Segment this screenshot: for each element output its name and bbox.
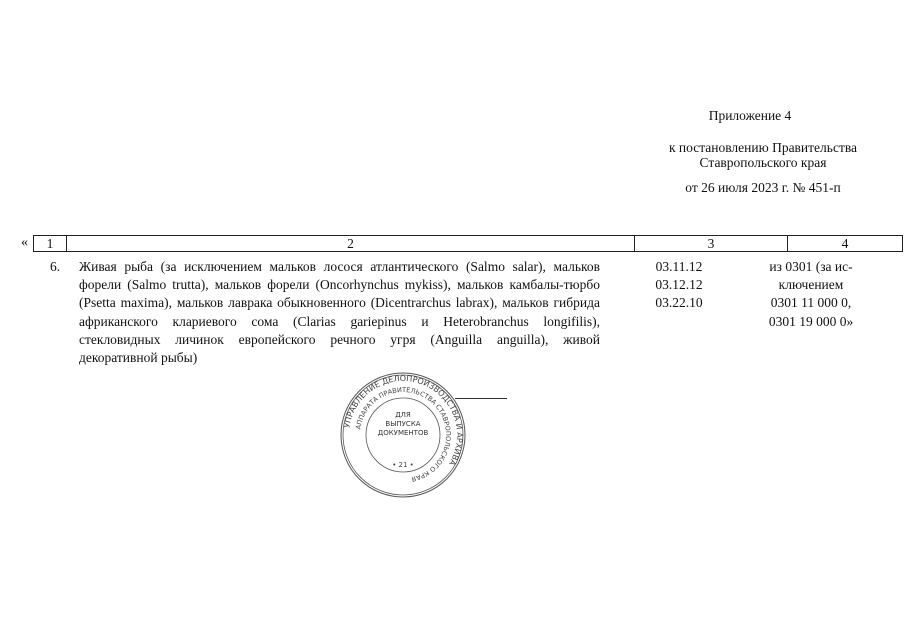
tn-ved-line: 0301 11 000 0, <box>770 295 852 311</box>
seal-center-line3: ДОКУМЕНТОВ <box>377 429 429 437</box>
seal-outer-text: УПРАВЛЕНИЕ ДЕЛОПРОИЗВОДСТВА И АРХИВА <box>342 373 465 467</box>
column-header-4: 4 <box>788 236 903 252</box>
appendix-reference-line1: к постановлению Правительства <box>668 140 858 155</box>
official-seal <box>338 370 468 500</box>
seal-inner-text: АППАРАТА ПРАВИТЕЛЬСТВА СТАВРОПОЛЬСКОГО КРАЯ <box>354 385 453 484</box>
seal-center-line1: ДЛЯ <box>395 411 411 419</box>
tn-ved-line: ключением <box>778 277 844 293</box>
column-header-3: 3 <box>635 236 788 252</box>
appendix-date: от 26 июля 2023 г. № 451-п <box>685 180 841 195</box>
seal-number: • 21 • <box>392 461 414 469</box>
appendix-reference-line2: Ставропольского края <box>699 155 827 170</box>
tn-ved-line: 0301 19 000 0» <box>768 313 854 329</box>
column-header-1: 1 <box>34 236 67 252</box>
open-quote: « <box>21 235 28 250</box>
seal-center-line2: ВЫПУСКА <box>385 420 421 428</box>
appendix-title: Приложение 4 <box>708 108 792 123</box>
okpd-code: 03.11.12 <box>655 259 703 274</box>
okpd-code: 03.22.10 <box>655 295 703 311</box>
okpd-codes <box>636 258 722 313</box>
row-description: Живая рыба (за исключением мальков лосося атлантического (Salmo salar), мальков форели (Salmo trutta), мальков форели (Oncorhynchus mykiss), мальков камбалы-тюрбо (Psetta maxima), мальков лаврака обыкновенного (Dicentrarchus labrax), мальков гибрида африканского клариевого сома (Clarias gariepinus и Heterobranchus longifilis), стекловидных личинок европейского речного угря (Anguilla anguilla), живой декоративной рыбы) <box>79 259 600 366</box>
okpd-code: 03.12.12 <box>655 277 703 293</box>
tn-ved-codes <box>752 258 870 331</box>
tn-ved-line: из 0301 (за ис- <box>769 259 853 274</box>
column-header-table <box>33 235 903 252</box>
appendix-reference <box>640 140 886 170</box>
row-number: 6. <box>50 259 61 274</box>
column-header-2: 2 <box>67 236 635 252</box>
